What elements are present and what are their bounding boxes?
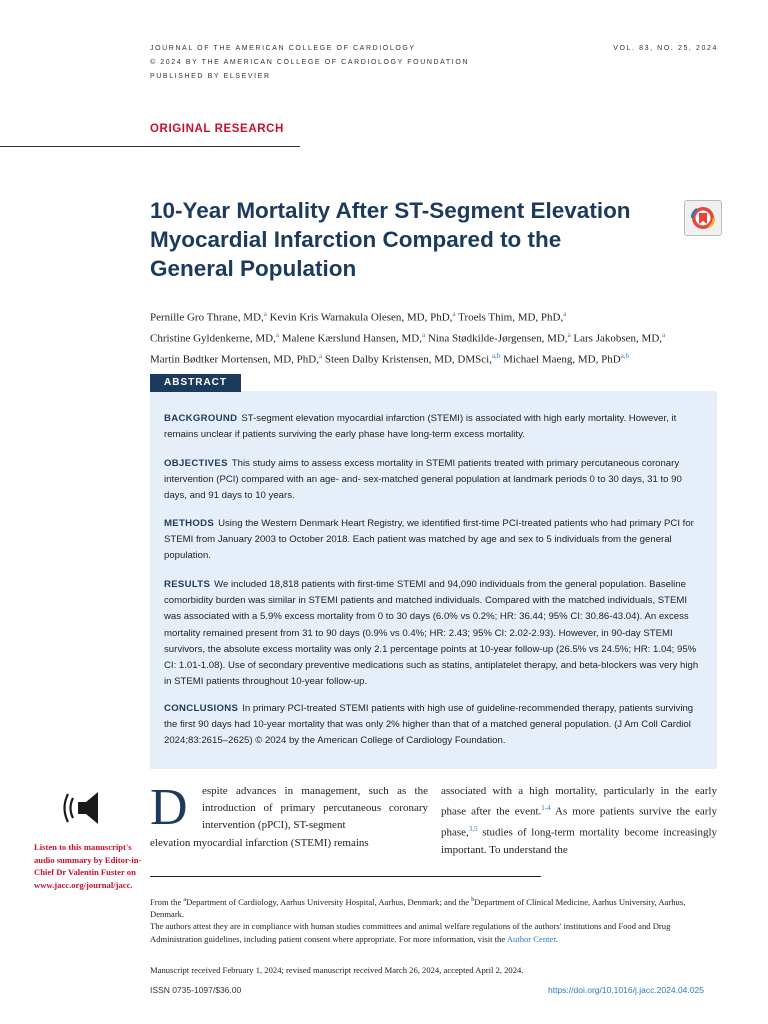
journal-name: JOURNAL OF THE AMERICAN COLLEGE OF CARDIOLOGY (150, 45, 416, 52)
footnote-text: Department of Cardiology, Aarhus University Hospital, Aarhus, Denmark; and the (186, 896, 472, 907)
body-text: elevation myocardial infarction (STEMI) remains (150, 836, 369, 849)
abstract-background (164, 411, 704, 443)
author[interactable]: Christine Gyldenkerne, MD, (150, 332, 276, 345)
author[interactable]: Nina Stødkilde-Jørgensen, MD, (427, 332, 568, 345)
copyright-line: © 2024 BY THE AMERICAN COLLEGE OF CARDIOLOGY FOUNDATION (150, 59, 470, 66)
abstract-methods (164, 516, 704, 565)
abstract-text: Using the Western Denmark Heart Registry, we identified first-time PCI-treated patients who had primary PCI for STEMI from January 2003 to October 2018. Each patient was matched by age and sex to 5 individuals from the general population. (164, 518, 694, 562)
author[interactable]: Lars Jakobsen, MD, (573, 332, 663, 345)
abstract-heading: CONCLUSIONS (164, 703, 239, 714)
author[interactable]: Pernille Gro Thrane, MD, (150, 311, 264, 324)
affiliation-mark[interactable]: a (318, 351, 323, 360)
affiliation-mark[interactable]: a,b (491, 351, 501, 360)
abstract-results (164, 577, 704, 690)
affiliation-mark[interactable]: a (275, 330, 279, 339)
compliance-footnote (150, 920, 720, 945)
publisher-line: PUBLISHED BY ELSEVIER (150, 73, 271, 80)
author[interactable]: Michael Maeng, MD, PhD (503, 353, 621, 366)
abstract-heading: RESULTS (164, 579, 211, 590)
issn: ISSN 0735-1097/$36.00 (150, 985, 242, 995)
body-column-1 (150, 779, 428, 852)
author[interactable]: Troels Thim, MD, PhD, (458, 311, 564, 324)
affiliations-footnote (150, 894, 720, 921)
volume-info: VOL. 83, NO. 25, 2024 (613, 45, 718, 52)
abstract-heading: OBJECTIVES (164, 458, 228, 469)
affiliation-mark[interactable]: a (662, 330, 666, 339)
body-text: studies of long-term mortality become increasingly important. To understand the (441, 826, 717, 856)
reference-link[interactable]: 1-4 (541, 804, 551, 813)
author[interactable]: Malene Kærslund Hansen, MD, (281, 332, 422, 345)
footnote-text: Department of Clinical Medicine, Aarhus University, Aarhus, Denmark. (150, 896, 686, 920)
footnote-divider (150, 876, 541, 877)
body-text: espite advances in management, such as the introduction of primary percutaneous coronary intervention (pPCI), ST-segment (202, 785, 428, 832)
body-text: associated with a high mortality, particularly in the early phase after the event. (441, 785, 717, 818)
affiliation-mark: b (471, 897, 475, 903)
abstract-text: In primary PCI-treated STEMI patients with high use of guideline-recommended therapy, patients surviving the first 90 days had 10-year mortality that was only 2% higher than that of a matched general population. (J Am Coll Cardiol 2024;83:2615–2625) © 2024 by the American College of Cardiology Foundation. (164, 703, 694, 747)
crossmark-badge-icon[interactable] (684, 200, 722, 236)
footnote-text: The authors attest they are in compliance with human studies committees and animal welfare regulations of the authors' institutions and Food and Drug Administration guidelines, including patient consent where appropriate. For more information, visit the (150, 921, 671, 944)
body-text: As more patients survive the early phase, (441, 805, 717, 839)
abstract-text: This study aims to assess excess mortality in STEMI patients treated with primary percutaneous coronary intervention (PCI) compared with an age- and- sex-matched general population at landmark periods 0 to 30 days, 31 to 90 days, and 91 days to 10 years. (164, 458, 682, 502)
article-title: 10-Year Mortality After ST-Segment Elevation Myocardial Infarction Compared to the General Population (150, 198, 631, 281)
abstract-text: We included 18,818 patients with first-time STEMI and 94,090 individuals from the general population. Baseline comorbidity burden was similar in STEMI patients and matched individuals. Compared with the matched individuals, STEMI was associated with a 5.9% excess mortality from 0 to 30 days (6.0% vs 0.2%; HR: 36.44; 95% CI: 30.86-43.04). An excess mortality remained present from 31 to 90 days (0.9% vs 0.4%; HR: 2.43; 95% CI: 2.02-2.93). However, in 90-day STEMI survivors, the absolute excess mortality was only 2.1 percentage points at 10-year follow-up (26.5% vs 24.5%; HR: 1.04; 95% CI: 1.01-1.08). Use of secondary preventive medications such as statins, antiplatelet therapy, and beta-blockers was very high in STEMI patients throughout 10-year follow-up. (164, 579, 699, 688)
body-column-2 (441, 783, 717, 859)
doi-link[interactable]: https://doi.org/10.1016/j.jacc.2024.04.025 (548, 985, 704, 995)
section-label: ORIGINAL RESEARCH (150, 123, 284, 135)
author-center-link[interactable]: Author Center (506, 933, 556, 944)
affiliation-mark[interactable]: a (563, 310, 567, 318)
author[interactable]: Martin Bødtker Mortensen, MD, PhD, (150, 353, 319, 366)
speaker-icon[interactable] (60, 786, 110, 830)
author[interactable]: Steen Dalby Kristensen, MD, DMSci, (324, 353, 492, 366)
audio-summary-link[interactable]: Listen to this manuscript's audio summary by Editor-in-Chief Dr Valentin Fuster on www.jacc.org/journal/jacc. (34, 842, 142, 890)
author[interactable]: Kevin Kris Warnakula Olesen, MD, PhD, (269, 311, 453, 324)
affiliation-mark[interactable]: a,b (620, 351, 630, 360)
affiliation-mark[interactable]: a (263, 310, 267, 318)
abstract-text: ST-segment elevation myocardial infarction (STEMI) is associated with high early mortality. However, it remains unclear if patients surviving the early phase have long-term excess mortality. (164, 413, 677, 441)
footnote-text: . (555, 933, 558, 944)
affiliation-mark[interactable]: a (567, 330, 571, 339)
abstract-heading: BACKGROUND (164, 413, 238, 424)
footnote-text: From the (150, 896, 184, 907)
affiliation-mark[interactable]: a (421, 330, 426, 339)
drop-cap: D (150, 779, 188, 836)
manuscript-dates: Manuscript received February 1, 2024; revised manuscript received March 26, 2024, accepted April 2, 2024. (150, 965, 524, 975)
section-divider (0, 146, 300, 147)
abstract-conclusions (164, 701, 704, 750)
affiliation-mark: a (183, 897, 187, 903)
abstract-objectives (164, 456, 704, 505)
author-list (150, 306, 730, 369)
abstract-label: ABSTRACT (150, 374, 241, 392)
affiliation-mark[interactable]: a (452, 310, 456, 318)
reference-link[interactable]: 3,5 (468, 825, 478, 834)
abstract-heading: METHODS (164, 518, 215, 529)
